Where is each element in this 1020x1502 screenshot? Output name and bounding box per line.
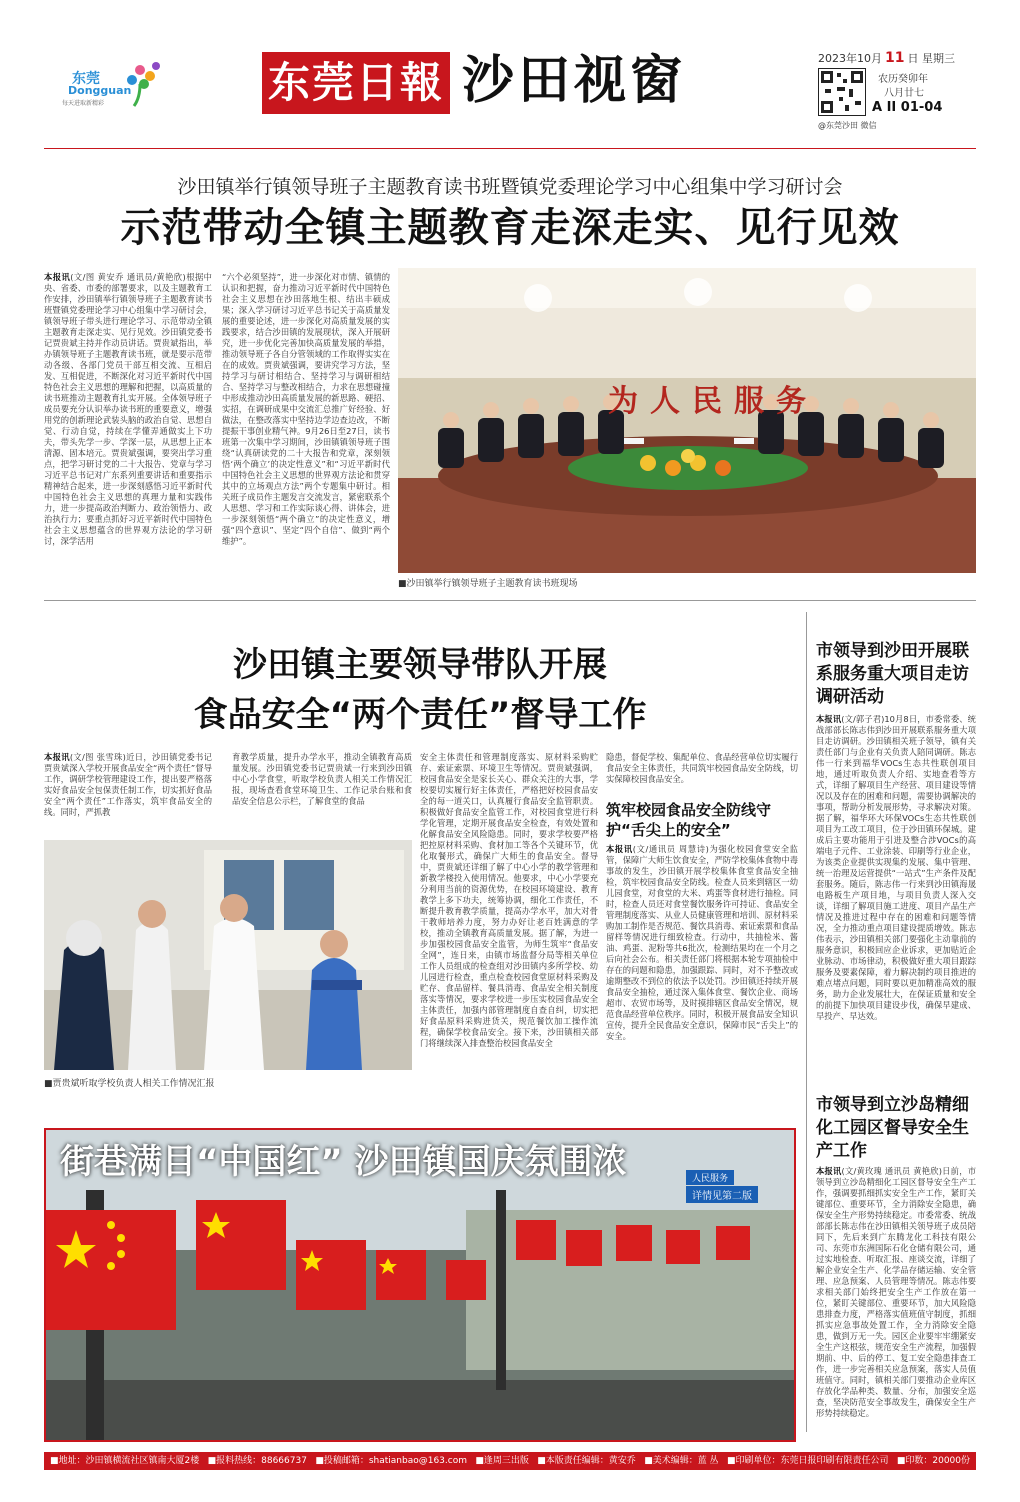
food-col1-text: 近日，沙田镇党委书记贾贵斌深入学校开展食品安全“两个责任”督导工作，调研学校管理建设工作，提出要严格落实好食品安全包保责任制工作，切实抓好食品安全“两个责任”工作落实，筑牢食品安全的线。同时，严抓教 [44, 752, 212, 817]
food-column-1 [44, 752, 212, 830]
lead-photo-banner: 为人民服务 [608, 384, 818, 419]
right1-text: 10月8日，市委常委、统战部部长陈志伟到沙田开展联系服务重大项目走访调研。沙田镇相关班子领导，镇有关责任部门与企业有关负责人陪同调研。陈志伟一行来到福华VOCs生态共性联创项目地，通过听取负责人介绍、实地查看等方式，详细了解项目生产经营、项目建设等情况以及存在的困难和问题，需要协调解决的事项，帮助分析发展形势，寻求解决对策。据了解，福华环大环保VOCs生态共性联创项目为工改工项目，位于沙田镇环保城。建成后主要功能用于引进及整合涉VOCs的高端电子元件、工业涂装、印刷等行业企业，为该类企业提供实现集约发展、集中管理、统一治理及运营提供“一站式”生产条件及配套服务。随后，陈志伟一行来到沙田镇海晟电路板生产项目地，与项目负责人深入交谈，详细了解项目施工进度、项目产品生产情况及推进过程中存在的困难和问题等情况，全力推动重点项目建设提质增效。陈志伟表示，沙田镇相关部门要强化主动靠前的服务意识，积极回应企业诉求，更加贴近企业脉动、市场律动，积极做好重大项目跟踪服务及要素保障，着力解决制约项目推进的难点堵点问题，同时要以更加精准高效的服务，助力企业发展壮大，在保证质量和安全的前提下加快项目建设步伐，确保早建成、早投产、早达效。 [816, 714, 976, 1021]
logo-city-cn: 东莞 [72, 71, 100, 87]
date-line [818, 50, 955, 66]
footer-art: ■美术编辑：蓝 丛 [644, 1456, 719, 1466]
food-headline-1: 沙田镇主要领导带队开展 [233, 645, 607, 685]
section-title: 沙田视窗 [462, 51, 687, 111]
dongguan-logo [62, 54, 170, 110]
footer-editor: ■本版责任编辑：黄安乔 [537, 1456, 636, 1466]
right2-byline-detail: (文/黄玫瑰 通讯员 黄艳欣) [841, 1166, 942, 1176]
food-column-3: 安全主体责任和管理制度落实、原材料采购贮存、索证索票、环境卫生等情况。贾贵斌强调，校园食品安全是家长关心、群众关注的大事，学校要切实履行好主体责任，严格把好校园食品安全的每一道关口，认真履行食品安全监管职责。积极做好食品安全监管工作，对校园食堂进行科学化管理，定期开展食品安全检查，有效处置和化解食品安全风险隐患。同时，要求学校要严格把控原材料采购、食材加工等各个关键环节，优化取餐形式，确保广大师生的食品安全。督导中，贾贵斌还详细了解了中心小学的教学管理和新教学楼投入使用情况。他要求，中心小学要充分利用当前的资源优势，在校园环境建设、教育教学上多下功夫，统筹协调，细化工作责任，不断提升教育教学质量，提高办学水平，加大对骨干教师培养力度，努力办好让老百姓满意的学校，推动全镇教育高质量发展。据了解，为进一步加强校园食品安全监管，为师生筑牢“食品安全网”，连日来，由镇市场监督分局等相关单位工作人员组成的检查组对沙田镇内多所学校、幼儿园进行检查，重点检查校园食堂原材料采购及贮存、食品留样、餐具消毒、食品安全相关制度落实等情况，要求学校进一步压实校园食品安全主体责任，加强内部管理制度自查自纠，切实把好食品原料采购进货关，规范餐饮加工操作流程，确保学校食品安全。接下来，沙田镇相关部门将继续深入排查整治校园食品安全 [420, 752, 598, 1048]
right2-headline: 市领导到立沙岛精细化工园区督导安全生产工作 [816, 1095, 969, 1161]
food-byline: 本报讯 [44, 752, 70, 762]
lead-column-2: “六个必须坚持”，进一步深化对市情、镇情的认识和把握，奋力推动习近平新时代中国特色社会主义思想在沙田落地生根、结出丰硕成果；深入学习研讨习近平总书记关于高质量发展的重要论述，进一步深化对高质量发展的实践要求，结合沙田镇的发展现状，深入开展研究，进一步优化完善加快高质量发展的举措，推动领导班子各自分管领域的工作取得实实在在的成效。贾贵斌强调，要讲究学习方法，坚持学习与研讨相结合、坚持学习与调研相结合、坚持学习与整改相结合，力求在思想碰撞中形成推动沙田高质量发展的新思路、硬招、实招，在调研成果中交流汇总推广好经验、好做法，在整改落实中坚持边学边查边改，不断提振干事创业精气神。9月26日至27日，读书班第一次集中学习期间，沙田镇镇领导班子围绕“认真研读党的二十大报告和党章，深刻领悟‘两个确立’的决定性意义”和“习近平新时代中国特色社会主义思想的世界观方法论和贯穿其中的立场观点方法”两个专题集中研讨。相关班子成员作主题发言交流发言，紧密联系个人思想、学习和工作实际谈心得、讲体会，进一步深刻领悟“两个确立”的决定性意义，增强“四个意识”、坚定“四个自信”、做到“两个维护”。 [222, 272, 390, 546]
food-photo [44, 840, 412, 1070]
logo-city-en: Dongguan [68, 84, 132, 97]
lead-photo-caption: ■沙田镇举行镇领导班子主题教育读书班现场 [398, 579, 578, 589]
header-rule [44, 148, 976, 149]
footer-hotline: ■报料热线：88666737 [207, 1456, 307, 1466]
right2-text: 日前，市领导到立沙岛精细化工园区督导安全生产工作，强调要抓细抓实安全生产工作，紧盯关键部位、重要环节，全力消除安全隐患，确保安全生产形势持续稳定。市委常委、统战部部长陈志伟在沙田镇相关领导班子成员陪同下，先后来到广东腾龙化工科技有限公司、东莞市东洲国际石化仓储有限公司，通过实地检查、听取汇报、座谈交流，详细了解企业安全生产、化学品存储运输、安全管理、应急预案、人员管理等情况。陈志伟要求相关部门始终把安全生产工作放在第一位，紧盯关键部位、重要环节，加大风险隐患排查力度，严格落实值班值守制度，抓细抓实应急事故处置工作，全力消除安全隐患，做到万无一失。园区企业要牢牢绷紧安全生产这根弦，规范安全生产流程，加强假期前、中、后的停工、复工安全隐患排查工作，进一步完善相关应急预案，落实人员值班值守。同时，镇相关部门要推动企业库区存放化学品种类、数量、分布，加强安全巡查，坚决防范安全事故发生，确保安全生产形势持续稳定。 [816, 1166, 976, 1418]
food-sub-headline: 筑牢校园食品安全防线守护“舌尖上的安全” [606, 801, 772, 839]
lead-photo [398, 268, 976, 573]
food-sub-byline: 本报讯 [606, 844, 633, 854]
lead-col1-text: 根据中央、省委、市委的部署要求，以及主题教育工作安排，沙田镇举行镇领导班子主题教育读书班暨镇党委理论学习中心组集中学习研讨会，镇领导班子带头进行理论学习、示范带动全镇主题教育走深走实、见行见效。沙田镇党委书记贾贵斌主持并作动员讲话。贾贵斌指出，举办镇领导班子主题教育读书班，就是要示范带动各级、各部门党员干部互相交流、互相启发、互相促进，不断深化对习近平新时代中国特色社会主义思想的理解和把握，以高质量的读书班推动主题教育扎实开展。全体领导班子成员要充分认识举办读书班的重要意义，增强用党的创新理论武装头脑的政治自觉、思想自觉、行动自觉，持续在学懂弄通做实上下功夫，带头先学一步、学深一层，从思想上正本清源、固本培元。贾贵斌强调，要突出学习重点，把学习研讨党的二十大报告、党章与学习习近平总书记对广东系列重要讲话和重要指示精神结合起来，进一步深刻感悟习近平新时代中国特色社会主义思想的真理力量和实践伟力，进一步提高政治判断力、政治领悟力、政治执行力；要重点抓好习近平新时代中国特色社会主义思想蕴含的世界观方法论的学习研讨，深学活用 [44, 272, 212, 546]
divider [44, 600, 976, 601]
footer-bar [44, 1452, 976, 1470]
date-day: 11 [885, 50, 905, 66]
masthead: 东莞日報 [262, 52, 450, 114]
lead-kicker: 沙田镇举行镇领导班子主题教育读书班暨镇党委理论学习中心组集中学习研讨会 [177, 176, 843, 198]
flags-see-more: 详情见第二版 [686, 1186, 758, 1203]
lead-byline: 本报讯 [44, 272, 71, 282]
food-column-2: 育教学质量，提升办学水平，推动全镇教育高质量发展。沙田镇党委书记贾贵斌一行来到沙田镇中心小学食堂，听取学校负责人相关工作情况汇报，现场查看食堂环境卫生、工作记录台账和食品安全信息公示栏，了解食堂的食品 [232, 752, 412, 806]
qr-code [818, 68, 866, 116]
lunar-date: 八月廿七 [884, 88, 924, 99]
food-sub-byline-detail: (文/通讯员 周慧诗) [632, 844, 709, 854]
wechat-handle: @东莞沙田 微信 [818, 121, 877, 130]
footer-email: ■投稿邮箱：shatianbao@163.com [315, 1456, 467, 1466]
date-year-month: 2023年10月 [818, 52, 882, 65]
flags-tag: 人民服务 [686, 1170, 734, 1185]
date-weekday: 日 星期三 [907, 52, 955, 65]
food-col4b-text: 为强化校园食堂安全监管，保障广大师生饮食安全，严防学校集体食物中毒事故的发生，沙田镇开展学校集体食堂食品安全抽检，筑牢校园食品安全防线。检查人员来到辖区一幼儿园食堂，对食堂的大米、鸡蛋等食材进行抽检。同时，检查人员还对食堂餐饮服务许可持证、食品安全管理制度落实、从业人员健康管理和培训、原材料采购加工制作是否规范、餐饮具消毒、索证索票和食品留样等情况进行细致检查。行动中，共抽检米、酱油、鸡蛋、泥粉等共6批次，检测结果均在一个月之后向社会公布。相关责任部门将根据本轮专项抽检中存在的问题和隐患，加强跟踪、同时，对不予整改或逾期整改不到位的依法予以处罚。沙田镇还持续开展食品安全抽检，通过深入集体食堂、餐饮企业、商场超市、农贸市场等，及时摸排辖区食品安全情况，规范食品经营单位秩序。同时，积极开展食品安全知识宣传，提升全民食品安全意识，保障市民“舌尖上”的安全。 [606, 844, 798, 1041]
footer-schedule: ■逢周三出版 [475, 1456, 529, 1466]
lead-column-1 [44, 272, 212, 594]
food-photo-caption: ■贾贵斌听取学校负责人相关工作情况汇报 [44, 1079, 215, 1089]
food-headline-2: 食品安全“两个责任”督导工作 [193, 695, 647, 735]
right1-byline-detail: (文/郭子君) [841, 714, 885, 724]
footer-address: ■地址：沙田镇横流社区镇南大厦2楼 [50, 1456, 200, 1466]
food-column-4a: 隐患，督促学校、集配单位、食品经营单位切实履行食品安全主体责任，共同筑牢校园食品安全防线，切实保障校园食品安全。 [606, 752, 798, 784]
page-number: A II 01-04 [872, 100, 943, 115]
lead-headline: 示范带动全镇主题教育走深走实、见行见效 [120, 205, 900, 251]
food-byline-detail: (文/图 张雪珠) [69, 752, 126, 762]
lunar-year: 农历癸卯年 [878, 74, 928, 85]
footer-printer: ■印刷单位：东莞日报印刷有限责任公司 [726, 1456, 889, 1466]
right1-headline: 市领导到沙田开展联系服务重大项目走访调研活动 [816, 641, 969, 707]
right1-byline: 本报讯 [816, 714, 842, 724]
logo-tagline: 每天进取新精彩 [62, 100, 105, 107]
right2-byline: 本报讯 [816, 1166, 842, 1176]
footer-circulation: ■印数：20000份 [896, 1456, 970, 1466]
right1-body [816, 714, 976, 1074]
flags-headline: 街巷满目“中国红” 沙田镇国庆氛围浓 [60, 1142, 627, 1182]
flags-photo [44, 1128, 796, 1442]
lead-byline-detail: (文/图 黄安乔 通讯员/黄艳欣) [70, 272, 186, 282]
right2-body [816, 1166, 976, 1442]
food-column-4b [606, 844, 798, 1090]
right-column-rule [806, 612, 807, 1432]
